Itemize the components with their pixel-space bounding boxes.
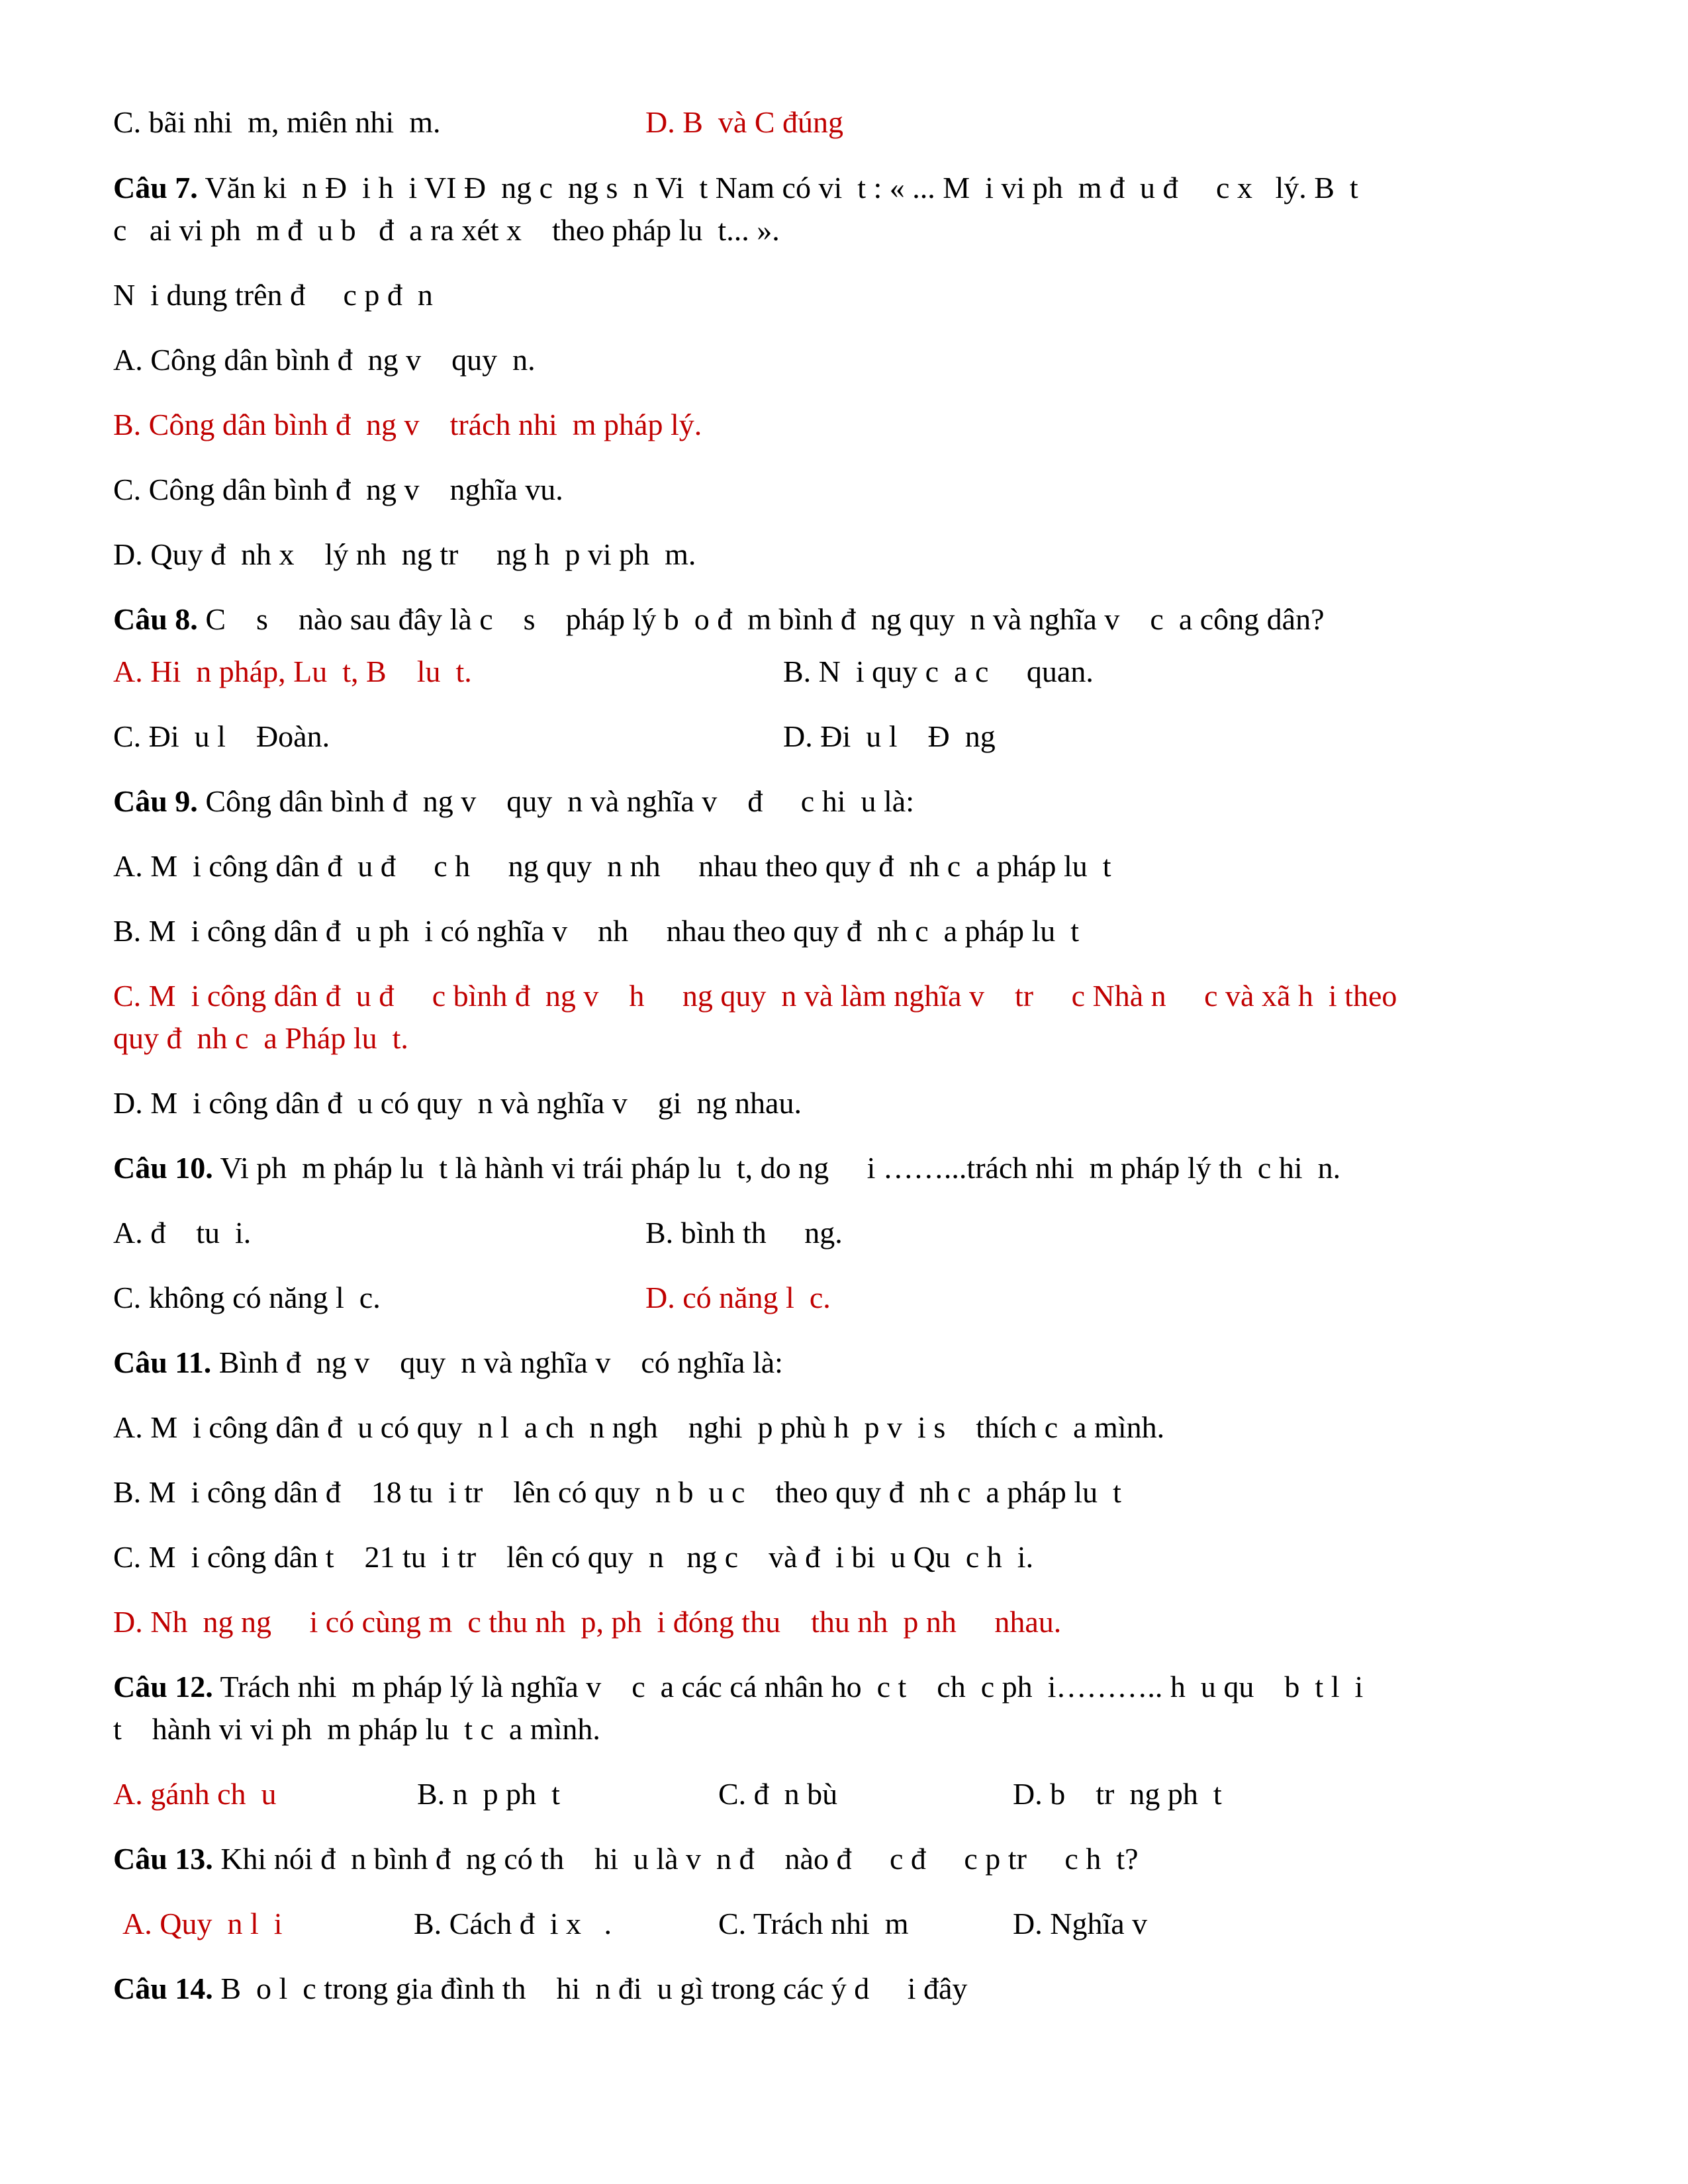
q12-option-d: D. b tr ng ph t (1013, 1777, 1222, 1811)
question-10 (113, 1150, 1340, 1187)
q10-option-d-answer: D. có năng l c. (645, 1281, 831, 1314)
q12-option-a-answer: A. gánh ch u (113, 1777, 277, 1811)
q13-option-a-answer: A. Quy n l i (122, 1907, 283, 1940)
question-13 (113, 1841, 1139, 1878)
question-8-text: C s nào sau đây là c s pháp lý b o đ m bình đ ng quy n và nghĩa v c a công dân? (197, 602, 1325, 636)
question-9-number: Câu 9. (113, 784, 198, 818)
q7-option-c: C. Công dân bình đ ng v nghĩa vu. (113, 473, 563, 506)
option-d-q6-answer: D. B và C đúng (645, 105, 843, 139)
q10-option-c: C. không có năng l c. (113, 1281, 381, 1314)
question-9-text: Công dân bình đ ng v quy n và nghĩa v đ c hi u là: (197, 784, 914, 818)
question-14-number: Câu 14. (113, 1972, 213, 2005)
question-8 (113, 601, 1325, 638)
q12-option-b: B. n p ph t (417, 1777, 560, 1811)
q9-option-d: D. M i công dân đ u có quy n và nghĩa v gi ng nhau. (113, 1086, 802, 1120)
question-11 (113, 1344, 783, 1381)
option-c-q6: C. bãi nhi m, miên nhi m. (113, 105, 441, 139)
question-7-text-cont: c ai vi ph m đ u b đ a ra xét x theo pháp lu t... ». (113, 213, 780, 247)
q12-option-c: C. đ n bù (718, 1777, 838, 1811)
question-13-text: Khi nói đ n bình đ ng có th hi u là v n đ nào đ c đ c p tr c h t? (212, 1842, 1139, 1876)
question-8-number: Câu 8. (113, 602, 198, 636)
q11-option-d-answer: D. Nh ng ng i có cùng m c thu nh p, ph i đóng thu thu nh p nh nhau. (113, 1605, 1062, 1639)
question-14-text: B o l c trong gia đình th hi n đi u gì trong các ý d i đây (212, 1972, 968, 2005)
q11-option-a: A. M i công dân đ u có quy n l a ch n ngh nghi p phù h p v i s thích c a mình. (113, 1410, 1165, 1444)
q7-option-b-answer: B. Công dân bình đ ng v trách nhi m pháp lý. (113, 408, 702, 441)
question-7-text: Văn ki n Đ i h i VI Đ ng c ng s n Vi t Nam có vi t : « ... M i vi ph m đ u đ c x lý. B t (197, 171, 1358, 205)
question-11-text: Bình đ ng v quy n và nghĩa v có nghĩa là: (211, 1345, 783, 1379)
question-10-number: Câu 10. (113, 1151, 213, 1185)
q7-option-a: A. Công dân bình đ ng v quy n. (113, 343, 536, 377)
question-10-text: Vi ph m pháp lu t là hành vi trái pháp lu t, do ng i ……...trách nhi m pháp lý th c hi n. (212, 1151, 1341, 1185)
q9-option-b: B. M i công dân đ u ph i có nghĩa v nh nhau theo quy đ nh c a pháp lu t (113, 914, 1080, 948)
q11-option-c: C. M i công dân t 21 tu i tr lên có quy n ng c và đ i bi u Qu c h i. (113, 1540, 1034, 1574)
q10-option-b: B. bình th ng. (645, 1216, 843, 1250)
q8-option-d: D. Đi u l Đ ng (783, 719, 996, 753)
q8-option-a-answer: A. Hi n pháp, Lu t, B lu t. (113, 655, 472, 688)
q11-option-b: B. M i công dân đ 18 tu i tr lên có quy n b u c theo quy đ nh c a pháp lu t (113, 1475, 1121, 1509)
question-9 (113, 783, 914, 820)
q9-option-c-answer-cont: quy đ nh c a Pháp lu t. (113, 1021, 408, 1055)
question-13-number: Câu 13. (113, 1842, 213, 1876)
question-12-number: Câu 12. (113, 1670, 213, 1704)
q7-option-d: D. Quy đ nh x lý nh ng tr ng h p vi ph m. (113, 537, 696, 571)
question-11-number: Câu 11. (113, 1345, 212, 1379)
question-12 (113, 1668, 1363, 1706)
q9-option-a: A. M i công dân đ u đ c h ng quy n nh nhau theo quy đ nh c a pháp lu t (113, 849, 1111, 883)
question-7-number: Câu 7. (113, 171, 198, 205)
q9-option-c-answer: C. M i công dân đ u đ c bình đ ng v h ng quy n và làm nghĩa v tr c Nhà n c và xã h i theo (113, 979, 1397, 1013)
question-12-text: Trách nhi m pháp lý là nghĩa v c a các cá nhân ho c t ch c ph i……….. h u qu b t l i (212, 1670, 1364, 1704)
q13-option-c: C. Trách nhi m (718, 1907, 909, 1940)
q13-option-d: D. Nghĩa v (1013, 1907, 1148, 1940)
q13-option-b: B. Cách đ i x . (414, 1907, 612, 1940)
q10-option-a: A. đ tu i. (113, 1216, 252, 1250)
question-14 (113, 1970, 967, 2007)
q8-option-c: C. Đi u l Đoàn. (113, 719, 330, 753)
question-7 (113, 169, 1358, 206)
question-12-text-cont: t hành vi vi ph m pháp lu t c a mình. (113, 1712, 600, 1746)
q8-option-b: B. N i quy c a c quan. (783, 655, 1094, 688)
question-7-prompt: N i dung trên đ c p đ n (113, 278, 433, 312)
